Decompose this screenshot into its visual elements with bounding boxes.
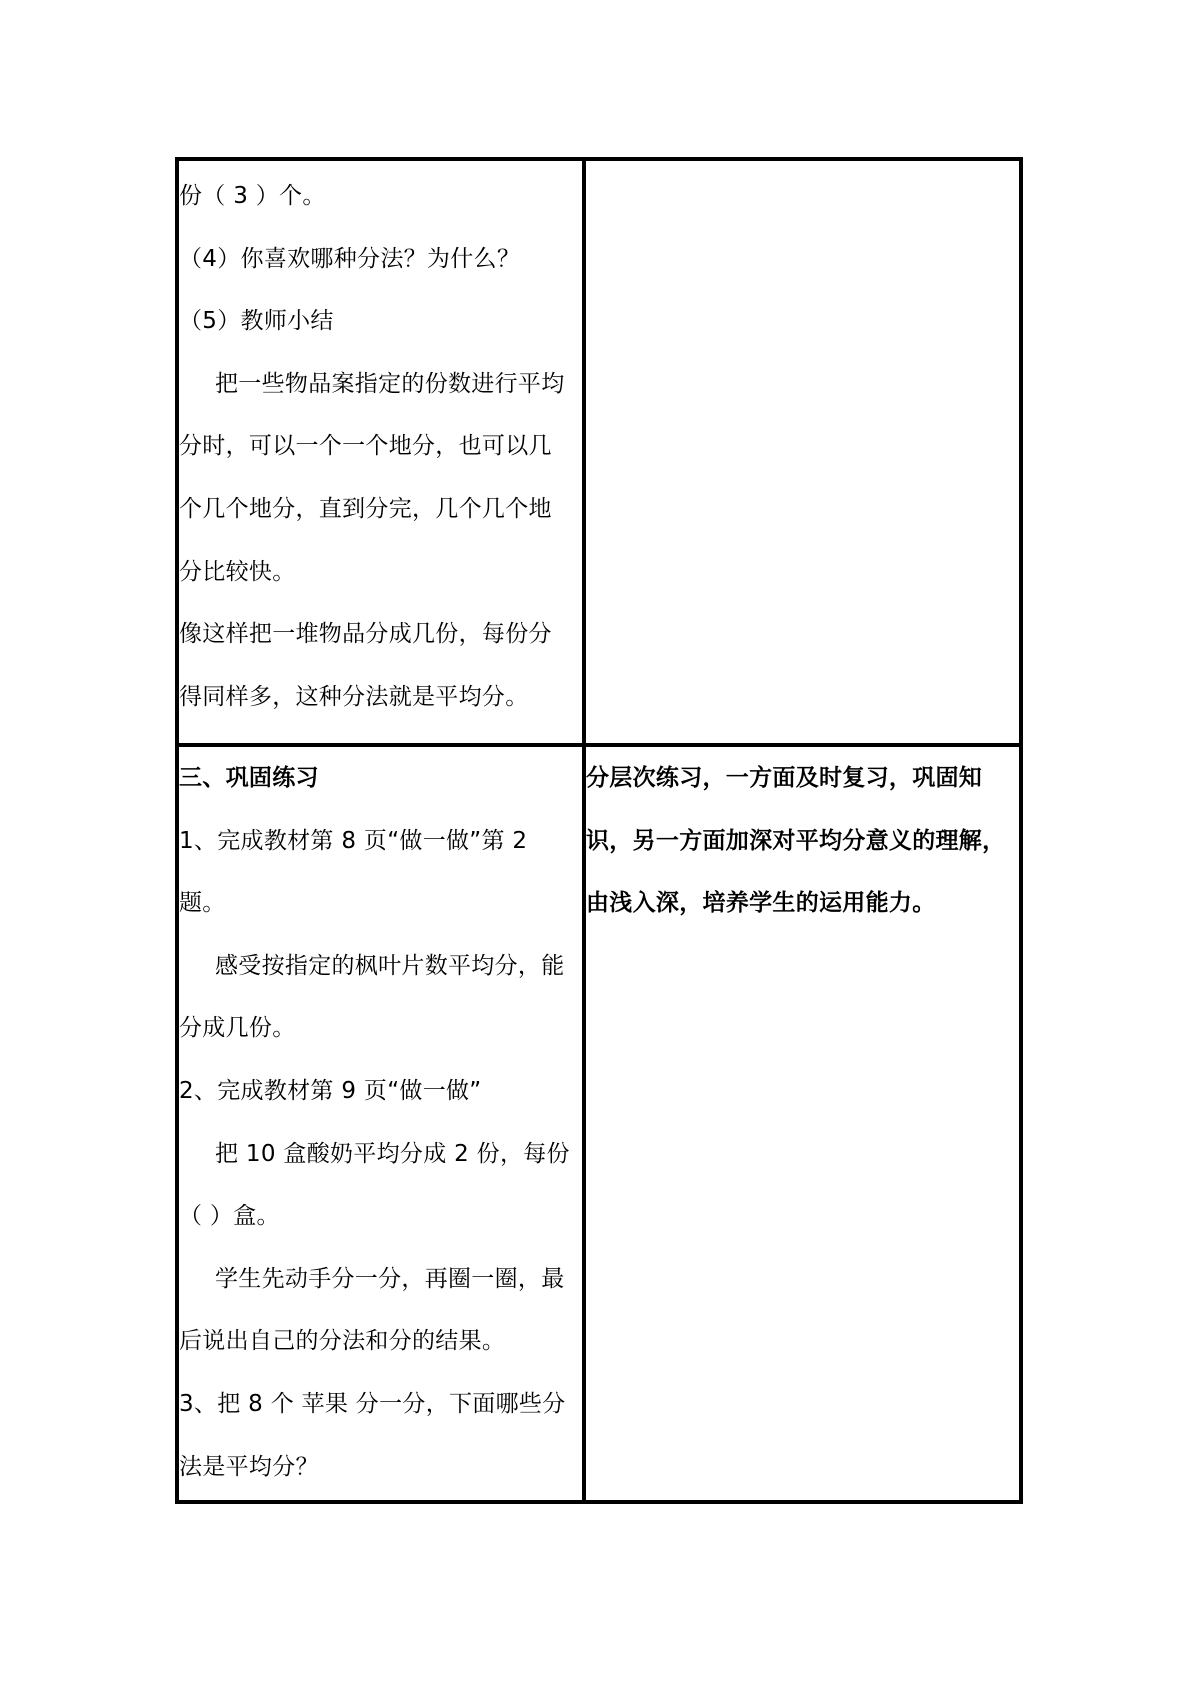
- lesson-plan-table: [175, 157, 1023, 1504]
- text-line: 学生先动手分一分，再圈一圈，最: [215, 1265, 565, 1292]
- text-line: 分时，可以一个一个地分，也可以几: [179, 433, 552, 460]
- design-intent-line: 识，另一方面加深对平均分意义的理解，: [586, 827, 1006, 854]
- row2-design-intent-cell: [586, 747, 1019, 1500]
- text-line: 个几个地分，直到分完，几个几个地: [179, 495, 552, 522]
- text-line: 感受按指定的枫叶片数平均分，能: [215, 952, 565, 979]
- column-divider: [582, 161, 586, 1500]
- design-intent-line: 分层次练习，一方面及时复习，巩固知: [586, 765, 983, 791]
- text-line: 把一些物品案指定的份数进行平均: [215, 370, 565, 397]
- text-line: （5）教师小结: [179, 308, 334, 335]
- text-line: 2、完成教材第 9 页“做一做”: [179, 1077, 482, 1104]
- text-line: （ ）盒。: [179, 1203, 280, 1230]
- text-line: 分比较快。: [179, 558, 296, 585]
- row1-design-intent-cell: [586, 161, 1019, 743]
- text-line: 把 10 盒酸奶平均分成 2 份，每份: [215, 1140, 570, 1167]
- text-line: （4）你喜欢哪种分法？为什么？: [179, 245, 521, 272]
- text-line: 得同样多，这种分法就是平均分。: [179, 683, 529, 710]
- text-line: 后说出自己的分法和分的结果。: [179, 1328, 506, 1355]
- text-line: 像这样把一堆物品分成几份，每份分: [179, 621, 552, 648]
- text-line: 份（ 3 ）个。: [179, 183, 326, 209]
- text-line: 3、把 8 个 苹果 分一分，下面哪些分: [179, 1390, 566, 1417]
- text-line: 法是平均分？: [179, 1453, 319, 1480]
- design-intent-line: 由浅入深，培养学生的运用能力。: [586, 890, 936, 917]
- row2-process-cell: [179, 747, 582, 1500]
- text-line: 1、完成教材第 8 页“做一做”第 2: [179, 827, 528, 854]
- row-divider: [179, 743, 1019, 747]
- row1-process-cell: [179, 161, 582, 743]
- text-line: 分成几份。: [179, 1015, 296, 1042]
- section-heading: 三、巩固练习: [179, 765, 319, 791]
- text-line: 题。: [179, 890, 226, 917]
